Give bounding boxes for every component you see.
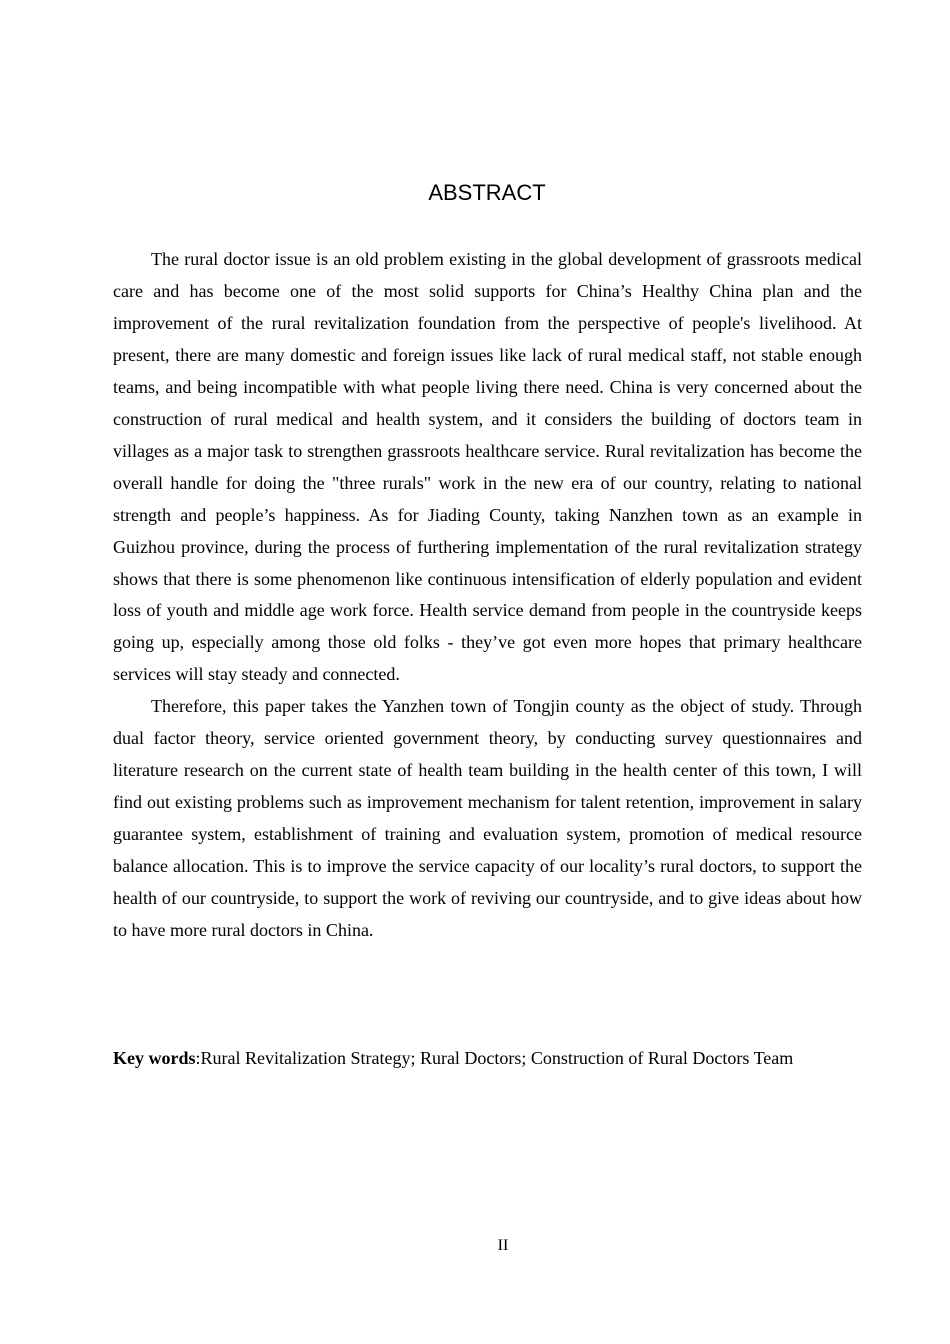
abstract-body <box>113 244 862 947</box>
page-number: II <box>497 1237 509 1254</box>
keywords-label: Key words <box>113 1048 196 1068</box>
abstract-paragraph-1: The rural doctor issue is an old problem existing in the global development of grassroots medical care and has become one of the most solid supports for China’s Healthy China plan and the improvement of the rural revitalization foundation from the perspective of people's livelihood. At present, there are many domestic and foreign issues like lack of rural medical staff, not stable enough teams, and being incompatible with what people living there need. China is very concerned about the construction of rural medical and health system, and it considers the building of doctors team in villages as a major task to strengthen grassroots healthcare service. Rural revitalization has become the overall handle for doing the "three rurals" work in the new era of our country, relating to national strength and people’s happiness. As for Jiading County, taking Nanzhen town as an example in Guizhou province, during the process of furthering implementation of the rural revitalization strategy shows that there is some phenomenon like continuous intensification of elderly population and evident loss of youth and middle age work force. Health service demand from people in the countryside keeps going up, especially among those old folks - they’ve got even more hopes that primary healthcare services will stay steady and connected. <box>113 249 862 685</box>
abstract-paragraph-2: Therefore, this paper takes the Yanzhen town of Tongjin county as the object of study. Through dual factor theory, service oriented government theory, by conducting survey questionnaires and literature research on the current state of health team building in the health center of this town, I will find out existing problems such as improvement mechanism for talent retention, improvement in salary guarantee system, establishment of training and evaluation system, promotion of medical resource balance allocation. This is to improve the service capacity of our locality’s rural doctors, to support the health of our countryside, to support the work of reviving our countryside, and to give ideas about how to have more rural doctors in China. <box>113 696 862 941</box>
keywords-line <box>113 1042 893 1074</box>
keywords-text: :Rural Revitalization Strategy; Rural Doctors; Construction of Rural Doctors Team <box>195 1048 794 1068</box>
abstract-title: ABSTRACT <box>428 180 546 205</box>
